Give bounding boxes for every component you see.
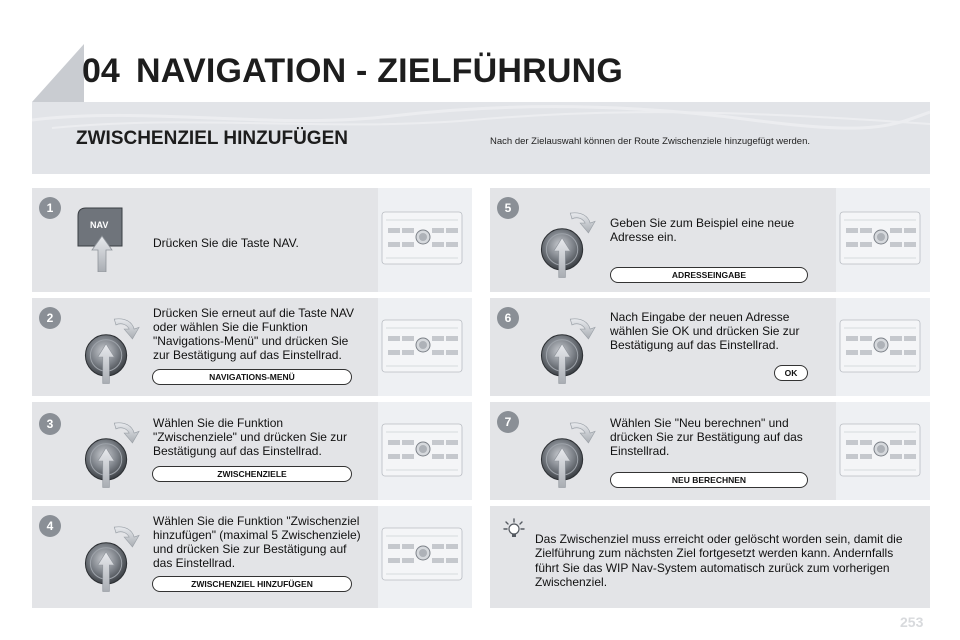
radio-panel-image-5 — [838, 206, 922, 270]
radio-panel-image-7 — [838, 418, 922, 482]
dial-knob-icon — [78, 514, 144, 598]
step-text-7: Wählen Sie "Neu berechnen" und drücken Sie zur Bestätigung auf das Einstellrad. — [610, 416, 803, 458]
radio-panel-image-3 — [380, 418, 464, 482]
menu-pill-adresseingabe: ADRESSEINGABE — [610, 267, 808, 283]
menu-pill-zwischenziele: ZWISCHENZIELE — [152, 466, 352, 482]
dial-knob-icon — [78, 410, 144, 494]
chapter-title: NAVIGATION - ZIELFÜHRUNG — [136, 52, 624, 90]
dial-knob-icon — [534, 200, 600, 284]
step-text-5: Geben Sie zum Beispiel eine neue Adresse ein. — [610, 216, 795, 244]
radio-panel-image-4 — [380, 522, 464, 586]
dial-knob-icon — [78, 306, 144, 390]
nav-button-icon — [76, 206, 128, 272]
step-text-3: Wählen Sie die Funktion "Zwischenziele" und drücken Sie zur Bestätigung auf das Einstellrad. — [153, 416, 347, 458]
radio-panel-image-6 — [838, 314, 922, 378]
step-number-7: 7 — [504, 415, 512, 429]
menu-pill-navigations-menu: NAVIGATIONS-MENÜ — [152, 369, 352, 385]
step-number-5: 5 — [504, 201, 512, 215]
radio-panel-image-2 — [380, 314, 464, 378]
step-text-4: Wählen Sie die Funktion "Zwischenziel hinzufügen" (maximal 5 Zwischenziele) und drücken Sie zur Bestätigung auf das Einstellrad. — [153, 514, 361, 570]
menu-pill-ok: OK — [774, 365, 808, 381]
nav-button-label: NAV — [90, 220, 109, 230]
step-number-2: 2 — [46, 311, 54, 325]
dial-knob-icon — [534, 410, 600, 494]
section-intro: Nach der Zielauswahl können der Route Zwischenziele hinzugefügt werden. — [490, 136, 811, 147]
step-number-6: 6 — [504, 311, 512, 325]
dial-knob-icon — [534, 306, 600, 390]
page-number: 253 — [900, 614, 924, 630]
menu-pill-zwischenziel-hinzufuegen: ZWISCHENZIEL HINZUFÜGEN — [152, 576, 352, 592]
section-title: ZWISCHENZIEL HINZUFÜGEN — [76, 128, 348, 149]
tip-text: Das Zwischenziel muss erreicht oder gelöscht worden sein, damit die Zielführung zum nächsten Ziel fortgesetzt werden kann. Andernfalls führt Sie das WIP Nav-System automatisch zurück zum vorherigen Zwischenziel. — [535, 532, 903, 590]
step-number-3: 3 — [46, 417, 54, 431]
step-text-6: Nach Eingabe der neuen Adresse wählen Sie OK und drücken Sie zur Bestätigung auf das Einstellrad. — [610, 310, 800, 352]
step-number-4: 4 — [46, 519, 54, 533]
step-text-1: Drücken Sie die Taste NAV. — [153, 236, 299, 250]
lightbulb-icon — [503, 518, 525, 540]
chapter-number: 04 — [82, 52, 120, 90]
radio-panel-image-1 — [380, 206, 464, 270]
step-number-1: 1 — [46, 201, 54, 215]
step-text-2: Drücken Sie erneut auf die Taste NAV oder wählen Sie die Funktion "Navigations-Menü" und drücken Sie zur Bestätigung auf das Einstellrad. — [153, 306, 354, 362]
menu-pill-neu-berechnen: NEU BERECHNEN — [610, 472, 808, 488]
